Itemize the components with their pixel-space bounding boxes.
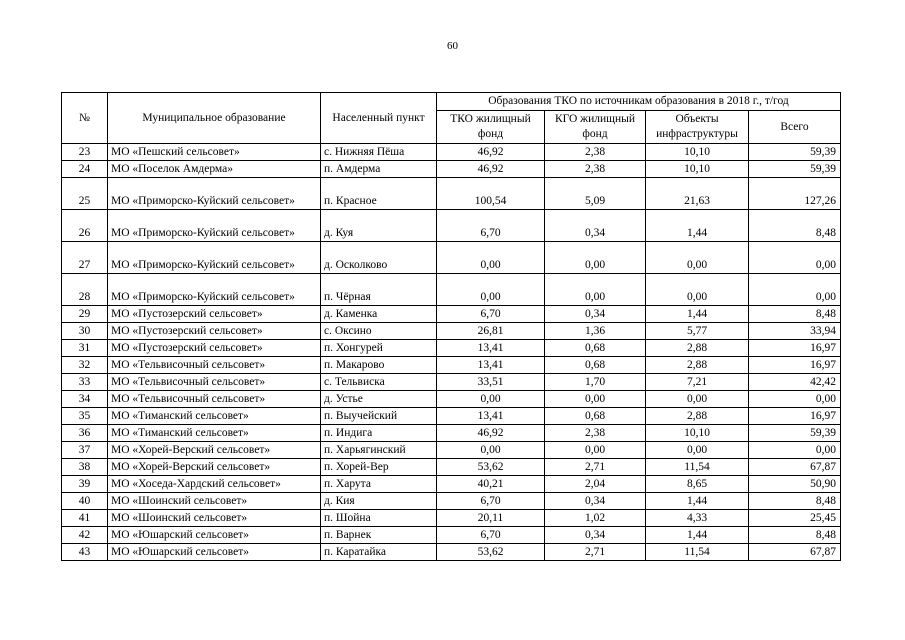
table-row xyxy=(62,408,841,425)
row-number-cell: 42 xyxy=(62,527,108,544)
infrastructure-value-cell: 0,00 xyxy=(646,391,749,408)
tko-value-cell: 13,41 xyxy=(437,408,545,425)
tko-value-cell: 46,92 xyxy=(437,425,545,442)
infrastructure-value-cell: 2,88 xyxy=(646,340,749,357)
infrastructure-value-cell: 1,44 xyxy=(646,527,749,544)
settlement-cell: с. Тельвиска xyxy=(321,374,437,391)
total-value-cell: 8,48 xyxy=(749,493,841,510)
infrastructure-value-cell: 8,65 xyxy=(646,476,749,493)
header-num: № xyxy=(62,93,108,144)
tko-value-cell: 0,00 xyxy=(437,242,545,274)
tko-value-cell: 100,54 xyxy=(437,178,545,210)
kgo-value-cell: 0,00 xyxy=(545,391,646,408)
total-value-cell: 59,39 xyxy=(749,161,841,178)
tko-value-cell: 53,62 xyxy=(437,544,545,561)
tko-value-cell: 13,41 xyxy=(437,340,545,357)
tko-value-cell: 40,21 xyxy=(437,476,545,493)
municipality-cell: МО «Приморско-Куйский сельсовет» xyxy=(108,178,321,210)
settlement-cell: д. Устье xyxy=(321,391,437,408)
row-number-cell: 31 xyxy=(62,340,108,357)
kgo-value-cell: 0,34 xyxy=(545,306,646,323)
tko-value-cell: 0,00 xyxy=(437,274,545,306)
kgo-value-cell: 2,38 xyxy=(545,425,646,442)
infrastructure-value-cell: 7,21 xyxy=(646,374,749,391)
row-number-cell: 36 xyxy=(62,425,108,442)
header-municipality: Муниципальное образование xyxy=(108,93,321,144)
municipality-cell: МО «Тиманский сельсовет» xyxy=(108,425,321,442)
settlement-cell: д. Куя xyxy=(321,210,437,242)
municipality-cell: МО «Хорей-Верский сельсовет» xyxy=(108,459,321,476)
table-row xyxy=(62,476,841,493)
tko-value-cell: 13,41 xyxy=(437,357,545,374)
kgo-value-cell: 0,34 xyxy=(545,527,646,544)
total-value-cell: 0,00 xyxy=(749,442,841,459)
infrastructure-value-cell: 11,54 xyxy=(646,459,749,476)
total-value-cell: 16,97 xyxy=(749,357,841,374)
tko-value-cell: 6,70 xyxy=(437,527,545,544)
tko-value-cell: 20,11 xyxy=(437,510,545,527)
settlement-cell: п. Чёрная xyxy=(321,274,437,306)
page-number: 60 xyxy=(447,40,458,52)
municipality-cell: МО «Приморско-Куйский сельсовет» xyxy=(108,274,321,306)
table-row xyxy=(62,510,841,527)
municipality-cell: МО «Пустозерский сельсовет» xyxy=(108,323,321,340)
row-number-cell: 28 xyxy=(62,274,108,306)
settlement-cell: п. Каратайка xyxy=(321,544,437,561)
table-row xyxy=(62,459,841,476)
table-body xyxy=(62,144,841,561)
total-value-cell: 0,00 xyxy=(749,274,841,306)
tko-value-cell: 33,51 xyxy=(437,374,545,391)
kgo-value-cell: 1,70 xyxy=(545,374,646,391)
settlement-cell: п. Хорей-Вер xyxy=(321,459,437,476)
row-number-cell: 43 xyxy=(62,544,108,561)
table-row xyxy=(62,425,841,442)
kgo-value-cell: 5,09 xyxy=(545,178,646,210)
tko-value-cell: 46,92 xyxy=(437,144,545,161)
row-number-cell: 38 xyxy=(62,459,108,476)
municipality-cell: МО «Поселок Амдерма» xyxy=(108,161,321,178)
kgo-value-cell: 2,38 xyxy=(545,161,646,178)
table-row xyxy=(62,323,841,340)
row-number-cell: 34 xyxy=(62,391,108,408)
municipality-cell: МО «Пешский сельсовет» xyxy=(108,144,321,161)
tko-value-cell: 53,62 xyxy=(437,459,545,476)
total-value-cell: 0,00 xyxy=(749,391,841,408)
total-value-cell: 8,48 xyxy=(749,210,841,242)
tko-value-cell: 46,92 xyxy=(437,161,545,178)
kgo-value-cell: 2,71 xyxy=(545,459,646,476)
infrastructure-value-cell: 10,10 xyxy=(646,144,749,161)
table-row xyxy=(62,210,841,242)
municipality-cell: МО «Юшарский сельсовет» xyxy=(108,544,321,561)
infrastructure-value-cell: 4,33 xyxy=(646,510,749,527)
municipality-cell: МО «Тельвисочный сельсовет» xyxy=(108,391,321,408)
kgo-value-cell: 0,34 xyxy=(545,210,646,242)
kgo-value-cell: 1,36 xyxy=(545,323,646,340)
settlement-cell: п. Макарово xyxy=(321,357,437,374)
municipality-cell: МО «Шоинский сельсовет» xyxy=(108,493,321,510)
row-number-cell: 39 xyxy=(62,476,108,493)
total-value-cell: 25,45 xyxy=(749,510,841,527)
settlement-cell: п. Варнек xyxy=(321,527,437,544)
infrastructure-value-cell: 11,54 xyxy=(646,544,749,561)
kgo-value-cell: 0,00 xyxy=(545,242,646,274)
municipality-cell: МО «Шоинский сельсовет» xyxy=(108,510,321,527)
total-value-cell: 50,90 xyxy=(749,476,841,493)
header-tko-housing: ТКО жилищный фонд xyxy=(437,111,545,144)
infrastructure-value-cell: 5,77 xyxy=(646,323,749,340)
table-row xyxy=(62,144,841,161)
kgo-value-cell: 0,34 xyxy=(545,493,646,510)
total-value-cell: 67,87 xyxy=(749,459,841,476)
settlement-cell: д. Кия xyxy=(321,493,437,510)
table-row xyxy=(62,242,841,274)
table-row xyxy=(62,274,841,306)
infrastructure-value-cell: 1,44 xyxy=(646,210,749,242)
total-value-cell: 16,97 xyxy=(749,408,841,425)
header-total: Всего xyxy=(749,111,841,144)
settlement-cell: д. Осколково xyxy=(321,242,437,274)
total-value-cell: 8,48 xyxy=(749,527,841,544)
settlement-cell: с. Оксино xyxy=(321,323,437,340)
table-row xyxy=(62,178,841,210)
settlement-cell: п. Выучейский xyxy=(321,408,437,425)
municipality-cell: МО «Пустозерский сельсовет» xyxy=(108,306,321,323)
municipality-cell: МО «Хорей-Верский сельсовет» xyxy=(108,442,321,459)
row-number-cell: 24 xyxy=(62,161,108,178)
municipality-cell: МО «Тельвисочный сельсовет» xyxy=(108,357,321,374)
municipality-cell: МО «Тельвисочный сельсовет» xyxy=(108,374,321,391)
table-row xyxy=(62,306,841,323)
infrastructure-value-cell: 10,10 xyxy=(646,425,749,442)
row-number-cell: 40 xyxy=(62,493,108,510)
kgo-value-cell: 1,02 xyxy=(545,510,646,527)
settlement-cell: п. Хонгурей xyxy=(321,340,437,357)
tko-value-cell: 0,00 xyxy=(437,391,545,408)
header-settlement: Населенный пункт xyxy=(321,93,437,144)
row-number-cell: 32 xyxy=(62,357,108,374)
tko-value-cell: 6,70 xyxy=(437,493,545,510)
infrastructure-value-cell: 2,88 xyxy=(646,357,749,374)
kgo-value-cell: 0,68 xyxy=(545,340,646,357)
kgo-value-cell: 2,04 xyxy=(545,476,646,493)
table-row xyxy=(62,544,841,561)
table-row xyxy=(62,161,841,178)
header-kgo-housing: КГО жилищный фонд xyxy=(545,111,646,144)
total-value-cell: 8,48 xyxy=(749,306,841,323)
infrastructure-value-cell: 0,00 xyxy=(646,274,749,306)
row-number-cell: 25 xyxy=(62,178,108,210)
municipality-cell: МО «Тиманский сельсовет» xyxy=(108,408,321,425)
total-value-cell: 0,00 xyxy=(749,242,841,274)
total-value-cell: 42,42 xyxy=(749,374,841,391)
settlement-cell: п. Амдерма xyxy=(321,161,437,178)
settlement-cell: д. Каменка xyxy=(321,306,437,323)
row-number-cell: 33 xyxy=(62,374,108,391)
table-row xyxy=(62,391,841,408)
settlement-cell: п. Харьягинский xyxy=(321,442,437,459)
tko-value-cell: 6,70 xyxy=(437,306,545,323)
row-number-cell: 41 xyxy=(62,510,108,527)
settlement-cell: п. Харута xyxy=(321,476,437,493)
table-row xyxy=(62,527,841,544)
kgo-value-cell: 0,68 xyxy=(545,408,646,425)
row-number-cell: 27 xyxy=(62,242,108,274)
table-row xyxy=(62,357,841,374)
tko-value-cell: 26,81 xyxy=(437,323,545,340)
infrastructure-value-cell: 0,00 xyxy=(646,442,749,459)
tko-value-cell: 0,00 xyxy=(437,442,545,459)
table-row xyxy=(62,374,841,391)
row-number-cell: 30 xyxy=(62,323,108,340)
settlement-cell: п. Красное xyxy=(321,178,437,210)
kgo-value-cell: 0,00 xyxy=(545,442,646,459)
municipality-cell: МО «Приморско-Куйский сельсовет» xyxy=(108,210,321,242)
kgo-value-cell: 0,68 xyxy=(545,357,646,374)
total-value-cell: 16,97 xyxy=(749,340,841,357)
table-row xyxy=(62,442,841,459)
kgo-value-cell: 0,00 xyxy=(545,274,646,306)
infrastructure-value-cell: 10,10 xyxy=(646,161,749,178)
kgo-value-cell: 2,71 xyxy=(545,544,646,561)
infrastructure-value-cell: 1,44 xyxy=(646,306,749,323)
kgo-value-cell: 2,38 xyxy=(545,144,646,161)
municipality-cell: МО «Приморско-Куйский сельсовет» xyxy=(108,242,321,274)
row-number-cell: 23 xyxy=(62,144,108,161)
infrastructure-value-cell: 21,63 xyxy=(646,178,749,210)
row-number-cell: 35 xyxy=(62,408,108,425)
table-row xyxy=(62,493,841,510)
total-value-cell: 33,94 xyxy=(749,323,841,340)
row-number-cell: 29 xyxy=(62,306,108,323)
tko-value-cell: 6,70 xyxy=(437,210,545,242)
table-row xyxy=(62,340,841,357)
infrastructure-value-cell: 0,00 xyxy=(646,242,749,274)
municipality-cell: МО «Пустозерский сельсовет» xyxy=(108,340,321,357)
header-group-tko-sources: Образования ТКО по источникам образования в 2018 г., т/год xyxy=(437,93,841,111)
header-infrastructure: Объекты инфраструктуры xyxy=(646,111,749,144)
tko-table xyxy=(61,92,841,561)
municipality-cell: МО «Хоседа-Хардский сельсовет» xyxy=(108,476,321,493)
settlement-cell: с. Нижняя Пёша xyxy=(321,144,437,161)
total-value-cell: 59,39 xyxy=(749,425,841,442)
total-value-cell: 127,26 xyxy=(749,178,841,210)
infrastructure-value-cell: 1,44 xyxy=(646,493,749,510)
municipality-cell: МО «Юшарский сельсовет» xyxy=(108,527,321,544)
infrastructure-value-cell: 2,88 xyxy=(646,408,749,425)
total-value-cell: 67,87 xyxy=(749,544,841,561)
settlement-cell: п. Индига xyxy=(321,425,437,442)
settlement-cell: п. Шойна xyxy=(321,510,437,527)
total-value-cell: 59,39 xyxy=(749,144,841,161)
row-number-cell: 37 xyxy=(62,442,108,459)
row-number-cell: 26 xyxy=(62,210,108,242)
